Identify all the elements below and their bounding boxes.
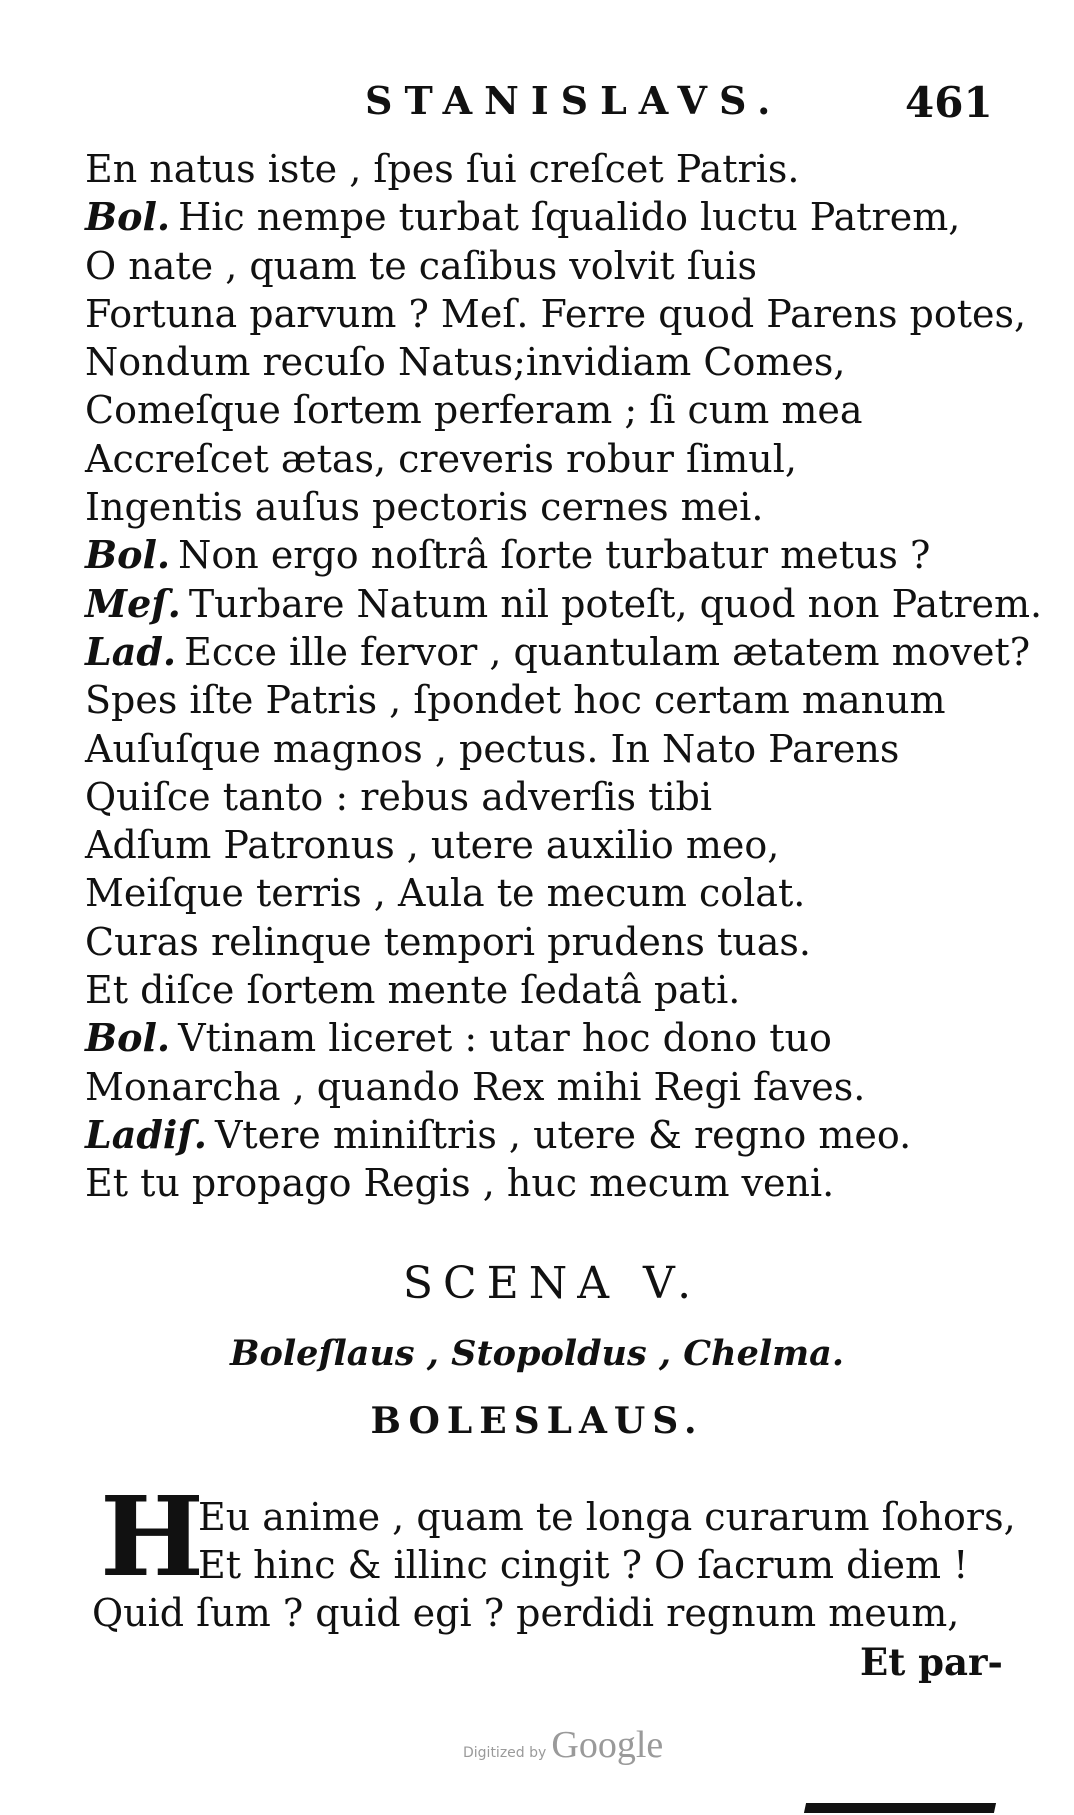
- verse-line: [85, 1111, 1005, 1159]
- running-head-title: STANISLAVS.: [365, 78, 783, 123]
- verse-text: Comeſque ſortem perferam ; ſi cum mea: [85, 388, 863, 433]
- speaker-label: Meſ.: [85, 580, 181, 626]
- verse-text: Turbare Natum nil poteſt, quod non Patrem.: [188, 581, 1043, 626]
- verse-line: [85, 483, 1005, 531]
- verse-text: Et tu propago Regis , huc mecum veni.: [85, 1161, 835, 1206]
- verse-line: [85, 676, 1005, 724]
- page-number: 461: [905, 78, 993, 127]
- verse-line: [85, 193, 1005, 241]
- verse-line: [85, 435, 1005, 483]
- verse-line: [85, 290, 1027, 338]
- catchword: Et par-: [860, 1640, 1003, 1684]
- verse-text: Accreſcet ætas, creveris robur ſimul,: [85, 436, 797, 481]
- drop-cap: H: [100, 1472, 204, 1601]
- opening-verse: [198, 1493, 1018, 1589]
- verse-line: [85, 145, 1005, 193]
- verse-line: [85, 628, 1031, 676]
- verse-line: [85, 1063, 1005, 1111]
- verse-line: [85, 1159, 1005, 1207]
- verse-line: [85, 1014, 1005, 1062]
- verse-text: Curas relinque tempori prudens tuas.: [85, 919, 811, 964]
- speaker-label: Bol.: [85, 532, 171, 578]
- digitized-watermark: [463, 1723, 663, 1767]
- verse-text: O nate , quam te caſibus volvit ſuis: [85, 243, 757, 288]
- speaker-label: Bol.: [85, 194, 171, 240]
- verse-text: En natus iste , ſpes ſui creſcet Patris.: [85, 147, 800, 191]
- verse-line: [85, 242, 1005, 290]
- verse-line: Eu anime , quam te longa curarum ſohors,: [198, 1495, 1016, 1539]
- page-edge: [0, 1793, 1074, 1815]
- verse-text: Monarcha , quando Rex mihi Regi faves.: [85, 1064, 866, 1109]
- verse-line: Et hinc & illinc cingit ? O ſacrum diem !: [198, 1543, 969, 1587]
- verse-text: Ecce ille fervor , quantulam ætatem movet?: [184, 629, 1031, 674]
- edge-shadow: [804, 1803, 996, 1813]
- scene-characters: Boleſlaus , Stopoldus , Chelma.: [229, 1333, 845, 1374]
- verse-line: Quid ſum ? quid egi ? perdidi regnum meum,: [92, 1591, 960, 1635]
- speaker-label: Lad.: [85, 628, 177, 674]
- verse-line: [85, 821, 1005, 869]
- verse-text: Spes iſte Patris , ſpondet hoc certam manum: [85, 678, 946, 723]
- verse-text: Et diſce ſortem mente ſedatâ pati.: [85, 968, 741, 1013]
- verse-line: [85, 725, 1005, 773]
- verse-line: [85, 386, 1005, 434]
- verse-line: [85, 773, 1005, 821]
- verse-text: Fortuna parvum ? Meſ. Ferre quod Parens potes,: [85, 291, 1027, 336]
- verse-text: Adſum Patronus , utere auxilio meo,: [85, 823, 780, 868]
- verse-text: Auſuſque magnos , pectus. In Nato Parens: [85, 726, 900, 771]
- speaker-heading: BOLESLAUS.: [370, 1400, 704, 1442]
- verse-text: Non ergo noſtrâ ſorte turbatur metus ?: [178, 533, 931, 578]
- verse-text: Vtere miniſtris , utere & regno meo.: [214, 1112, 912, 1157]
- verse-line: [85, 580, 1043, 628]
- speaker-label: Ladiſ.: [85, 1111, 207, 1157]
- watermark-brand: Google: [551, 1724, 664, 1766]
- verse-line: [85, 918, 1005, 966]
- verse-line: [85, 338, 1005, 386]
- verse-line: [85, 966, 1005, 1014]
- continuing-verse: [92, 1589, 992, 1637]
- verse-text: Meiſque terris , Aula te mecum colat.: [85, 871, 806, 916]
- verse-text: Nondum recuſo Natus;invidiam Comes,: [85, 340, 846, 385]
- verse-text: Hic nempe turbat ſqualido luctu Patrem,: [178, 195, 961, 240]
- watermark-prefix: Digitized by: [463, 1745, 547, 1761]
- verse-text: Quiſce tanto : rebus adverſis tibi: [85, 774, 713, 819]
- scene-heading: SCENA V.: [402, 1258, 702, 1309]
- verse-text: Vtinam liceret : utar hoc dono tuo: [178, 1016, 832, 1061]
- verse-text: Ingentis auſus pectoris cernes mei.: [85, 485, 764, 530]
- verse-line: [85, 531, 1005, 579]
- speaker-label: Bol.: [85, 1015, 171, 1061]
- verse-line: [85, 869, 1005, 917]
- verse-block: [85, 145, 1043, 1208]
